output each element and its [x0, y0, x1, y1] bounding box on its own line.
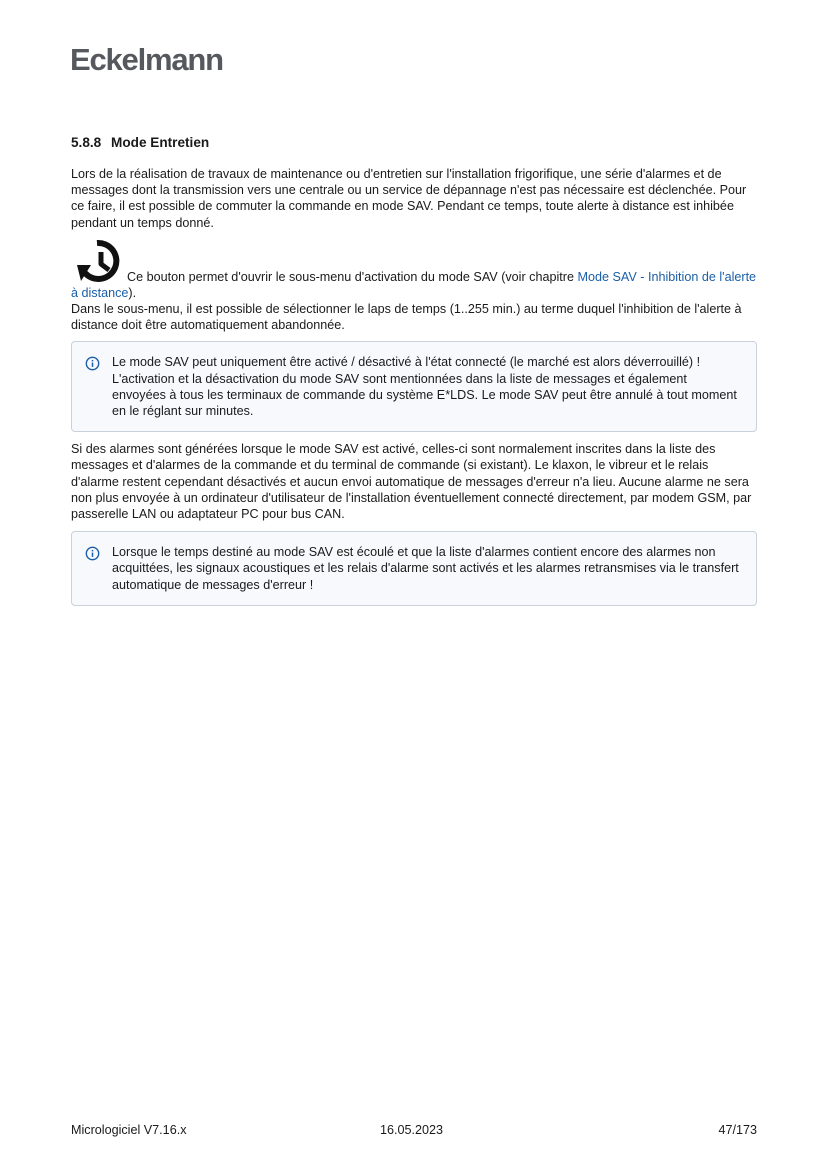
info-icon [85, 356, 100, 371]
page-content [71, 134, 757, 615]
sav-button-description [71, 237, 757, 301]
sav-button-text-end: ). [128, 285, 137, 300]
section-number: 5.8.8 [71, 135, 102, 150]
clock-back-icon [75, 237, 127, 285]
alarms-paragraph: Si des alarmes sont générées lorsque le mode SAV est activé, celles-ci sont normalement inscrites dans la liste des messages et d'alarmes de la commande et du terminal de commande (si existant). Le klaxon, le vibreur et le relais d'alarme restent cependant désactivés et aucun envoi automatique de messages d'erreur n'a lieu. Aucune alarme ne sera non plus envoyée à un ordinateur d'utilisateur de l'installation éventuellement connecté directement, par modem GSM, par passerelle LAN ou adaptateur PC pour bus CAN. [71, 442, 752, 522]
section-title: Mode Entretien [111, 135, 210, 150]
note-box-1 [71, 341, 757, 432]
footer-date: 16.05.2023 [380, 1123, 444, 1137]
sav-button-text: Ce bouton permet d'ouvrir le sous-menu d'activation du mode SAV (voir chapitre [127, 269, 578, 284]
note-text-1: Le mode SAV peut uniquement être activé / désactivé à l'état connecté (le marché est alors déverrouillé) ! L'activation et la désactivation du mode SAV sont mentionnées dans la liste de messages et également envoyées à tous les terminaux de commande du système E*LDS. Le mode SAV peut être annulé à tout moment en le réglant sur minutes. [112, 355, 737, 419]
submenu-paragraph: Dans le sous-menu, il est possible de sélectionner le laps de temps (1..255 min.) au terme duquel l'inhibition de l'alerte à distance doit être automatiquement abandonnée. [71, 302, 742, 333]
note-text-2: Lorsque le temps destiné au mode SAV est écoulé et que la liste d'alarmes contient encore des alarmes non acquittées, les signaux acoustiques et les relais d'alarme sont activés et les alarmes retransmises via le transfert automatique de messages d'erreur ! [112, 545, 739, 592]
footer-page-number: 47/173 [718, 1123, 757, 1137]
intro-paragraph: Lors de la réalisation de travaux de maintenance ou d'entretien sur l'installation frigorifique, une série d'alarmes et de messages dont la transmission vers une centrale ou un service de dépannage n'est pas nécessaire est déclenchée. Pour ce faire, il est possible de commuter la commande en mode SAV. Pendant ce temps, toute alerte à distance est inhibée pendant un temps donné. [71, 167, 747, 230]
note-box-2 [71, 531, 757, 606]
footer-product: Micrologiciel V7.16.x [71, 1123, 187, 1137]
sav-chapter-link[interactable]: Mode SAV - Inhibition de l'alerte à distance [71, 269, 757, 300]
company-logo: Eckelmann [70, 42, 223, 77]
info-icon [85, 546, 100, 561]
section-heading [71, 134, 757, 152]
